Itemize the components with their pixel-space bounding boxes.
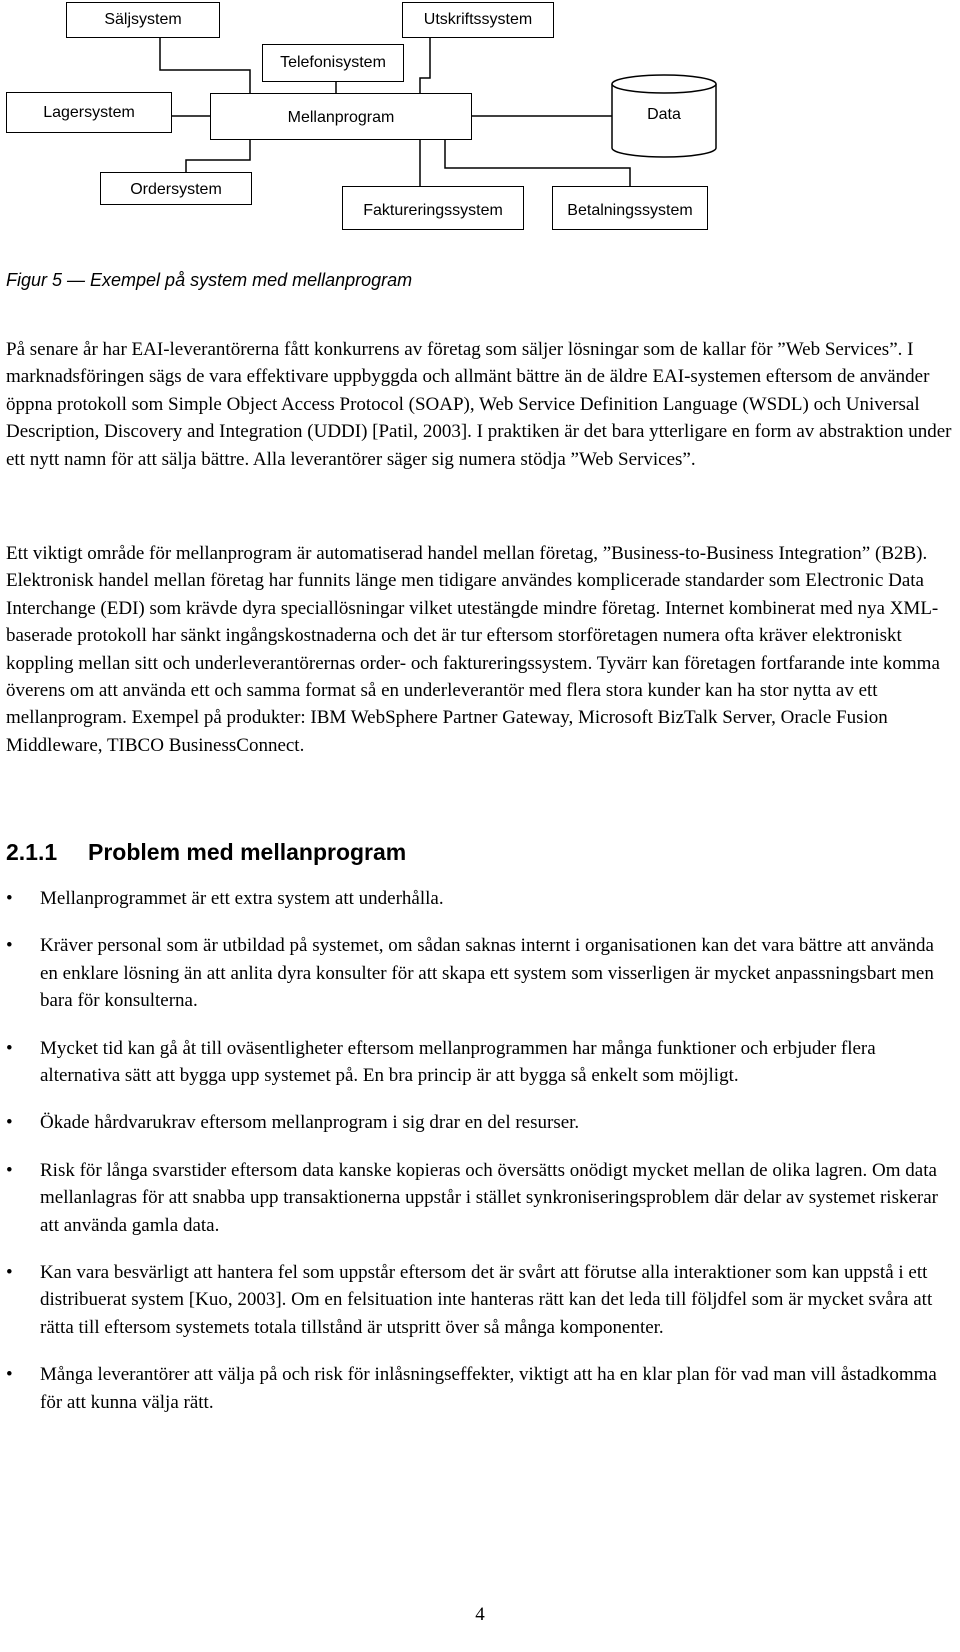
bullet-icon: • (6, 1159, 13, 1181)
node-lagersystem: Lagersystem (6, 92, 172, 133)
bullet-icon: • (6, 1112, 13, 1134)
section-number: 2.1.1 (6, 839, 58, 865)
bullet-icon: • (6, 1037, 13, 1059)
connector-utskriftssystem (420, 37, 430, 93)
node-telefonisystem: Telefonisystem (262, 44, 404, 82)
list-item (0, 1157, 955, 1239)
bullet-icon: • (6, 888, 13, 909)
connector-ordersystem (186, 140, 250, 173)
section-heading (6, 839, 406, 866)
paragraph-b2b-integration: Ett viktigt område för mellanprogram är automatiserad handel mellan företag, ”Business-to-Business Integration” (B2B). Elektronisk handel mellan företag har funnits länge men tidigare användes komplicerade standarder som Electronic Data Interchange (EDI) som krävde dyra speciallösningar vilket utestängde mindre företag. Internet kombinerat med nya XML-baserade protokoll har sänkt ingångskostnaderna och det är tur eftersom storföretagen numera ofta kräver elektroniskt koppling mellan sitt och underleverantörernas order- och faktureringssystem. Tyvärr kan företagen fortfarande inte komma överens om att använda ett och samma format så en underleverantör med flera stora kunder kan ha stor nytta av ett mellanprogram. Exempel på produkter: IBM WebSphere Partner Gateway, Microsoft BizTalk Server, Oracle Fusion Middleware, TIBCO BusinessConnect. (6, 543, 940, 756)
page-number: 4 (475, 1604, 485, 1625)
list-item (0, 932, 955, 1014)
node-mellanprogram: Mellanprogram (210, 93, 472, 140)
bullet-icon: • (6, 935, 13, 957)
node-utskriftssystem: Utskriftssystem (402, 2, 554, 38)
list-item (0, 1361, 955, 1416)
node-faktureringssystem: Faktureringssystem (342, 186, 524, 230)
section-title: Problem med mellanprogram (88, 839, 407, 865)
node-saljsystem: Säljsystem (66, 2, 220, 38)
list-item-text: Kan vara besvärligt att hantera fel som uppstår eftersom det är svårt att förutse alla interaktioner som kan uppstå i ett distribuerat system [Kuo, 2003]. Om en felsituation inte hanteras rätt kan det leda till följdfel som är mycket svåra att rätta till eftersom systemets totala tillstånd är utspritt över så många komponenter. (40, 1262, 933, 1338)
list-item (0, 885, 955, 912)
bullet-icon: • (6, 1364, 13, 1386)
problem-list (0, 885, 960, 1436)
node-ordersystem: Ordersystem (100, 172, 252, 205)
list-item-text: Kräver personal som är utbildad på systemet, om sådan saknas internt i organisationen kan det vara bättre att använda en enklare lösning än att anlita dyra konsulter för att skapa ett system som visserligen är mycket anpassningsbart men bara för konsulterna. (40, 935, 934, 1012)
paragraph-web-services: På senare år har EAI-leverantörerna fått konkurrens av företag som säljer lösningar som de kallar för ”Web Services”. I marknadsföringen sägs de vara effektivare uppbyggda och allmänt bättre än de äldre EAI-systemen eftersom de använder öppna protokoll som Simple Object Access Protocol (SOAP), Web Service Definition Language (WSDL) och Universal Description, Discovery and Integration (UDDI) [Patil, 2003]. I praktiken är det bara ytterligare en form av abstraktion under ett nytt namn för att sälja bättre. Alla leverantörer säger sig numera stödja ”Web Services”. (6, 339, 952, 470)
node-betalningssystem: Betalningssystem (552, 186, 708, 230)
list-item-text: Många leverantörer att välja på och risk för inlåsningseffekter, viktigt att ha en klar plan för vad man vill åstadkomma för att kunna välja rätt. (40, 1364, 937, 1413)
list-item-text: Ökade hårdvarukrav eftersom mellanprogram i sig drar en del resurser. (40, 1112, 580, 1134)
list-item-text: Mellanprogrammet är ett extra system att underhålla. (40, 888, 444, 909)
list-item (0, 1259, 955, 1341)
connector-betalningssystem (445, 140, 630, 186)
connector-saljsystem (160, 37, 250, 93)
node-data-label: Data (647, 106, 681, 123)
list-item-text: Risk för långa svarstider eftersom data kanske kopieras och översätts onödigt mycket mellan de olika lagren. Om data mellanlagras för att snabba upp transaktionerna uppstår i stället synkroniseringsproblem där delar av systemet riskerar att använda gamla data. (40, 1159, 939, 1236)
middleware-diagram (0, 0, 960, 250)
bullet-icon: • (6, 1262, 13, 1284)
figure-caption: Figur 5 — Exempel på system med mellanprogram (6, 270, 413, 290)
list-item (0, 1035, 955, 1090)
list-item-text: Mycket tid kan gå åt till oväsentligheter eftersom mellanprogrammen har många funktioner och erbjuder flera alternativa sätt att bygga upp systemet på. En bra princip är att bygga så enkelt som möjligt. (40, 1037, 876, 1087)
list-item (0, 1109, 955, 1136)
